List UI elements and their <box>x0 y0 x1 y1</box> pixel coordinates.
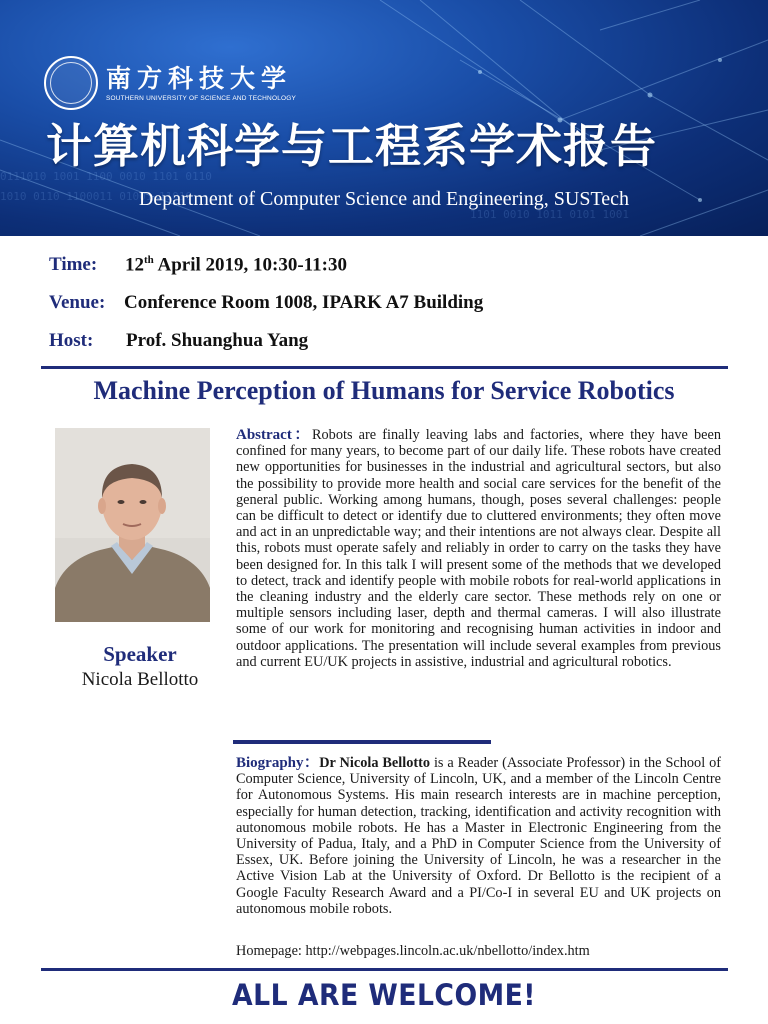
university-seal-icon <box>44 56 98 110</box>
biography-heading: Biography： <box>236 755 320 771</box>
time-day: 12 <box>125 254 144 276</box>
abstract-text: Robots are finally leaving labs and factories, where they have been confined for many years, to become part of our daily life. These robots have created new opportunities for businesses in the industrial and agricultural sectors, but also the possibility to provide more health and social care services for the benefit of the general public. Working among humans, though, poses several challenges: people can be difficult to detect or identify due to cluttered environments; they often move and act in an unpredictable way; and their intentions are not always clear. Despite all this, robots must operate safely and reliably in order to carry on the tasks they have been designed for. In this talk I will present some of the methods that we developed to detect, track and identify people with mobile robots for real-world applications in the cleaning industry and the elderly care sector. These methods rely on one or multiple sensors including laser, depth and thermal cameras. I will also illustrate some of our work for monitoring and recognising human activities in indoor and outdoor applications. The presentation will include several examples from previous and current EU/UK projects in assistive, industrial and agricultural robotics. <box>236 427 721 670</box>
abstract-section <box>236 427 721 670</box>
speaker-label: Speaker <box>103 642 177 666</box>
divider <box>41 366 728 369</box>
time-value: April 2019, 10:30-11:30 <box>153 254 347 276</box>
welcome-banner: ALL ARE WELCOME! <box>232 978 536 1012</box>
host-row <box>49 330 308 352</box>
svg-text:0111010 1001 1100 0010 1101 01: 0111010 1001 1100 0010 1101 0110 <box>0 170 212 183</box>
speaker-photo <box>55 428 210 622</box>
biography-name: Dr Nicola Bellotto <box>319 755 431 771</box>
abstract-heading: Abstract： <box>236 427 312 443</box>
banner-title-en: Department of Computer Science and Engineering, SUSTech <box>138 188 630 210</box>
homepage-link[interactable]: Homepage: http://webpages.lincoln.ac.uk/nbellotto/index.htm <box>236 943 590 959</box>
divider <box>41 968 728 971</box>
venue-row <box>49 292 483 314</box>
section-divider <box>233 740 491 744</box>
time-day-suffix: th <box>144 254 154 266</box>
biography-text: is a Reader (Associate Professor) in the School of Computer Science, University of Lincoln, UK, and a member of the Lincoln Centre for Autonomous Systems. His main research interests are in machine perception, especially for human detection, tracking, identification and activity recognition with autonomous mobile robots. He has a Master in Electronic Engineering from the University of Padua, Italy, and a PhD in Computer Science from the University of Essex, UK. Before joining the University of Lincoln, he was a researcher in the Active Vision Lab at the University of Oxford. Dr Bellotto is the recipient of a Google Faculty Research Award and a PI/Co-I in several EU and UK projects on autonomous mobile robots. <box>236 755 721 917</box>
speaker-name: Nicola Bellotto <box>81 669 199 690</box>
venue-label: Venue: <box>49 292 106 313</box>
university-name-cn: 南方科技大学 <box>106 63 293 93</box>
time-row <box>49 254 347 276</box>
banner-title-cn: 计算机科学与工程系学术报告 <box>46 119 657 173</box>
host-value: Prof. Shuanghua Yang <box>126 330 309 351</box>
talk-title: Machine Perception of Humans for Service Robotics <box>93 376 675 405</box>
header-banner <box>0 0 768 236</box>
time-label: Time: <box>49 254 98 276</box>
university-logo <box>44 56 296 110</box>
university-name-en: SOUTHERN UNIVERSITY OF SCIENCE AND TECHNOLOGY <box>106 94 297 102</box>
svg-text:1101 0010 1011 0101 1001: 1101 0010 1011 0101 1001 <box>470 208 629 221</box>
host-label: Host: <box>49 330 94 351</box>
venue-value: Conference Room 1008, IPARK A7 Building <box>124 292 484 313</box>
biography-section <box>236 755 721 917</box>
svg-text:1010 0110 1100011 01001 11010: 1010 0110 1100011 01001 11010 <box>0 190 193 203</box>
